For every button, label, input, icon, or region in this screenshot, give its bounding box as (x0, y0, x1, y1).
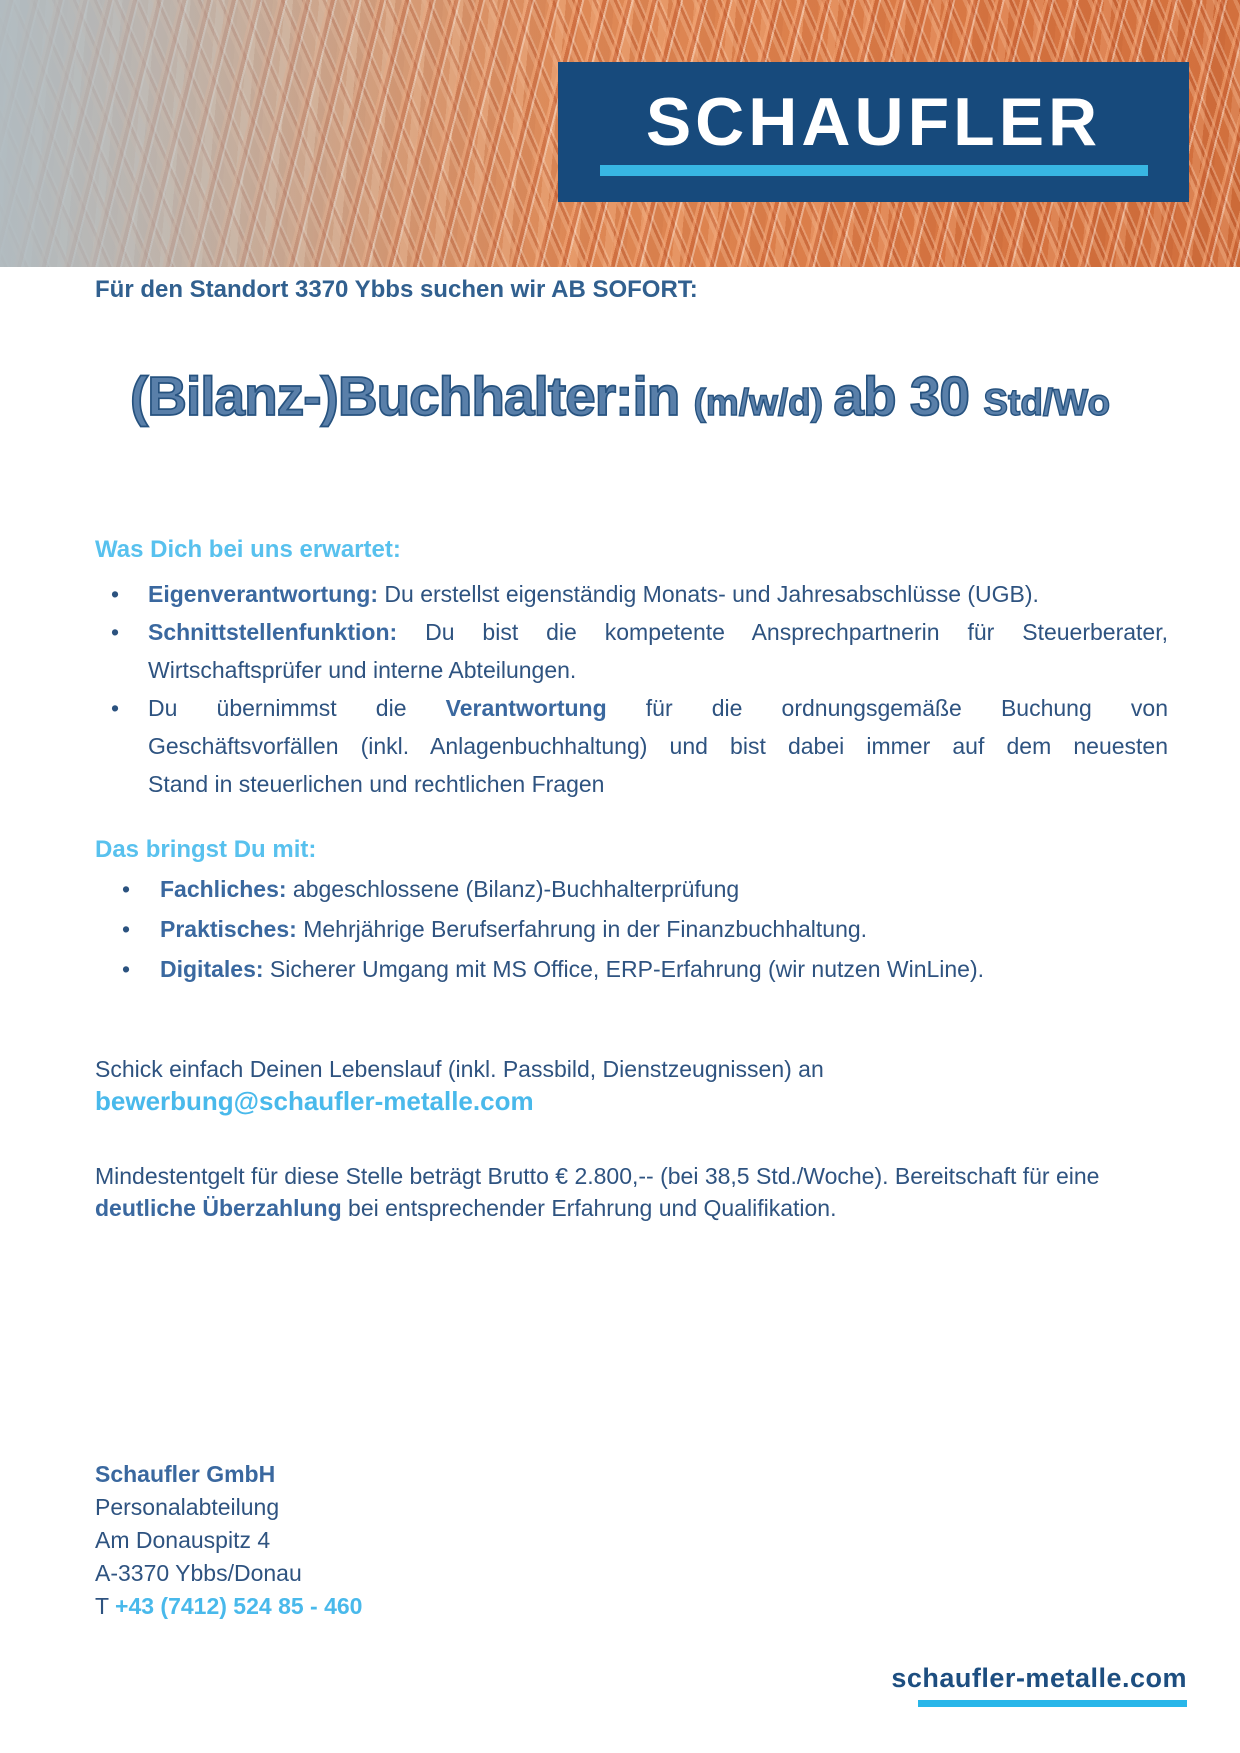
list-item-line (148, 613, 1168, 651)
list-item-line (160, 909, 1168, 949)
list-item-line (148, 765, 1168, 803)
contact-phone (95, 1590, 362, 1623)
list-item (95, 909, 1168, 949)
list-item-line (148, 575, 1168, 613)
text-segment: Sicherer Umgang mit MS Office, ERP-Erfahrung (wir nutzen WinLine). (263, 956, 985, 982)
text-segment: Verantwortung (445, 695, 607, 721)
text-segment: für die ordnungsgemäße Buchung von (606, 695, 1168, 721)
salary-paragraph (95, 1160, 1157, 1224)
list-item-line (160, 949, 1168, 989)
list-item (95, 575, 1168, 613)
text-segment: Schnittstellenfunktion: (148, 619, 398, 645)
text-segment: deutliche Überzahlung (95, 1195, 342, 1221)
section-heading-expect: Was Dich bei uns erwartet: (95, 536, 401, 563)
contact-city: A-3370 Ybbs/Donau (95, 1560, 302, 1586)
list-item-line (160, 869, 1168, 909)
list-item (95, 949, 1168, 989)
apply-instruction: Schick einfach Deinen Lebenslauf (inkl. Passbild, Dienstzeugnissen) an (95, 1056, 824, 1082)
text-segment: T (95, 1593, 116, 1619)
header-photo (0, 0, 1240, 267)
text-segment: Mindestentgelt für diese Stelle beträgt Brutto € 2.800,-- (bei 38,5 Std./Woche). Bereitschaft für eine (95, 1163, 1100, 1189)
contact-department: Personalabteilung (95, 1494, 280, 1520)
text-segment: Std/Wo (983, 382, 1111, 423)
bring-list (95, 869, 1168, 989)
text-segment: abgeschlossene (Bilanz)-Buchhalterprüfung (286, 876, 740, 902)
intro-line: Für den Standort 3370 Ybbs suchen wir AB SOFORT: (95, 276, 698, 303)
text-segment: Praktisches: (160, 916, 297, 942)
contact-block (95, 1458, 362, 1623)
footer-domain-link[interactable]: schaufler-metalle.com (891, 1663, 1187, 1693)
contact-company: Schaufler GmbH (95, 1461, 276, 1487)
text-segment: Du übernimmst die (148, 695, 446, 721)
list-item-line (148, 651, 1168, 689)
expect-list (95, 575, 1168, 803)
text-segment: (m/w/d) (693, 382, 834, 423)
text-segment: Eigenverantwortung: (148, 581, 379, 607)
brand-logo-text: SCHAUFLER (645, 84, 1102, 160)
text-segment: Wirtschaftsprüfer und interne Abteilungen. (148, 657, 577, 683)
footer-underline-bar (918, 1700, 1187, 1707)
section-heading-bring: Das bringst Du mit: (95, 836, 317, 863)
text-segment: Du bist die kompetente Ansprechpartnerin für Steuerberater, (397, 619, 1168, 645)
text-segment: Geschäftsvorfällen (inkl. Anlagenbuchhaltung) und bist dabei immer auf dem neuesten (148, 733, 1168, 759)
list-item (95, 689, 1168, 803)
contact-street: Am Donauspitz 4 (95, 1527, 271, 1553)
text-segment: Stand in steuerlichen und rechtlichen Fragen (148, 771, 605, 797)
brand-logo-underline-bar (600, 165, 1148, 176)
list-item (95, 869, 1168, 909)
list-item-line (148, 727, 1168, 765)
text-segment: (Bilanz-)Buchhalter:in (129, 365, 694, 427)
text-segment: ab 30 (833, 365, 984, 427)
brand-logo (558, 62, 1189, 202)
email-link[interactable]: bewerbung@schaufler-metalle.com (95, 1086, 534, 1116)
text-segment: Digitales: (160, 956, 264, 982)
text-segment: Fachliches: (160, 876, 287, 902)
job-title (0, 362, 1240, 438)
text-segment: bei entsprechender Erfahrung und Qualifikation. (341, 1195, 837, 1221)
text-segment: Mehrjährige Berufserfahrung in der Finanzbuchhaltung. (296, 916, 868, 942)
list-item-line (148, 689, 1168, 727)
list-item (95, 613, 1168, 689)
text-segment: Du erstellst eigenständig Monats- und Jahresabschlüsse (UGB). (378, 581, 1039, 607)
text-segment: +43 (7412) 524 85 - 460 (115, 1593, 363, 1619)
